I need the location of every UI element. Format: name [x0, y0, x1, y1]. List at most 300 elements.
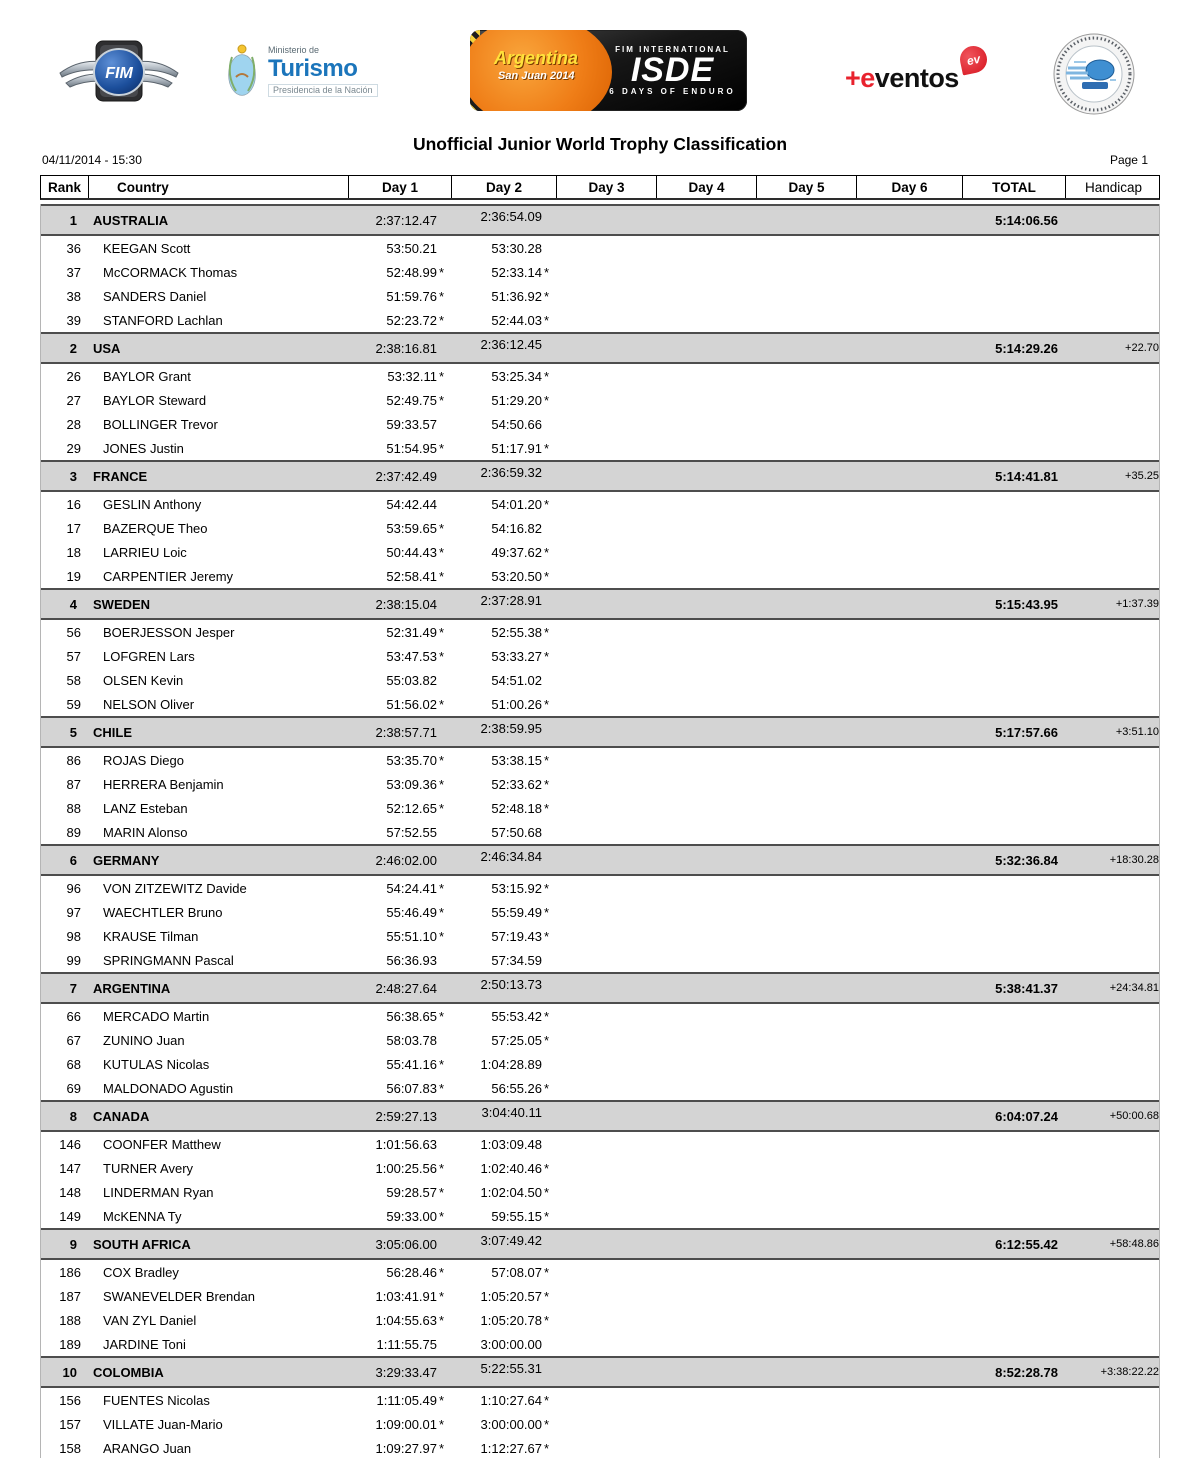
rider-day1-cell: 51:54.95 *: [349, 436, 452, 460]
provisional-asterisk: *: [439, 624, 445, 640]
rider-number-cell: 158: [59, 1440, 81, 1456]
team-day2-cell: 2:38:59.95: [480, 720, 542, 736]
rider-handicap-cell: [1066, 900, 1161, 924]
rider-day6-cell: [857, 1028, 963, 1052]
isde-fim-international-label: FIM INTERNATIONAL: [615, 45, 730, 55]
team-country-cell: USA: [93, 340, 121, 356]
rider-day3-cell: [557, 876, 657, 900]
provisional-asterisk: *: [439, 312, 445, 328]
provisional-asterisk: *: [544, 1264, 550, 1280]
rider-day5-cell: [757, 1004, 857, 1028]
rider-row: [41, 748, 1159, 772]
rider-number-cell: 26: [66, 368, 81, 384]
team-rank-cell: 5: [69, 724, 77, 740]
rider-day5-cell: [757, 1284, 857, 1308]
rider-day3-cell: [557, 1308, 657, 1332]
team-rank-cell: 10: [62, 1364, 77, 1380]
rider-handicap-cell: [1066, 364, 1161, 388]
rider-day4-cell: [657, 620, 757, 644]
team-country-cell: CANADA: [93, 1108, 150, 1124]
provisional-asterisk: *: [544, 1032, 550, 1048]
rider-total-cell: [963, 748, 1066, 772]
team-row: [41, 204, 1159, 236]
rider-handicap-cell: [1066, 1052, 1161, 1076]
rider-day5-cell: [757, 564, 857, 588]
rider-day5-cell: [757, 1204, 857, 1228]
rider-day1-cell: 52:48.99 *: [349, 260, 452, 284]
rider-number-cell: 89: [66, 824, 81, 840]
team-day4-cell: [657, 846, 757, 874]
provisional-asterisk: *: [544, 1312, 550, 1328]
rider-total-cell: [963, 564, 1066, 588]
provisional-asterisk: *: [544, 1208, 550, 1224]
team-rank-cell: 1: [69, 212, 77, 228]
rider-total-cell: [963, 620, 1066, 644]
rider-handicap-cell: [1066, 540, 1161, 564]
rider-day4-cell: [657, 900, 757, 924]
provisional-asterisk: *: [439, 520, 445, 536]
provisional-asterisk: *: [439, 1440, 445, 1456]
rider-day3-cell: [557, 1388, 657, 1412]
provisional-asterisk: *: [544, 1288, 550, 1304]
rider-day1-cell: 53:32.11 *: [349, 364, 452, 388]
isde-argentina-script: Argentina: [494, 48, 579, 68]
team-total-cell: 5:14:41.81: [995, 468, 1058, 484]
rider-row: [41, 1004, 1159, 1028]
rider-row: [41, 1204, 1159, 1228]
rider-day3-cell: [557, 1260, 657, 1284]
rider-name-cell: KUTULAS Nicolas: [103, 1056, 210, 1072]
rider-number-cell: 189: [59, 1336, 81, 1352]
team-day3-cell: [557, 846, 657, 874]
team-day2-cell: 3:07:49.42: [480, 1232, 542, 1248]
provisional-asterisk: *: [544, 880, 550, 896]
rider-day6-cell: [857, 284, 963, 308]
rider-row: [41, 692, 1159, 716]
federation-seal-logo: [1052, 32, 1136, 116]
rider-number-cell: 86: [66, 752, 81, 768]
rider-day2-cell: 53:30.28: [491, 240, 542, 256]
isde-sanjuan-label: San Juan 2014: [498, 70, 575, 82]
rider-name-cell: HERRERA Benjamin: [103, 776, 224, 792]
rider-day5-cell: [757, 796, 857, 820]
rider-day6-cell: [857, 260, 963, 284]
provisional-asterisk: *: [439, 776, 445, 792]
rider-number-cell: 98: [66, 928, 81, 944]
rider-total-cell: [963, 1284, 1066, 1308]
team-rank-cell: 7: [69, 980, 77, 996]
team-day5-cell: [757, 462, 857, 490]
rider-name-cell: BAYLOR Grant: [103, 368, 191, 384]
team-day4-cell: [657, 718, 757, 746]
team-day5-cell: [757, 846, 857, 874]
rider-day4-cell: [657, 564, 757, 588]
rider-number-cell: 38: [66, 288, 81, 304]
rider-handicap-cell: [1066, 924, 1161, 948]
rider-day6-cell: [857, 1332, 963, 1356]
provisional-asterisk: *: [544, 752, 550, 768]
provisional-asterisk: *: [439, 1184, 445, 1200]
rider-name-cell: LOFGREN Lars: [103, 648, 195, 664]
rider-day2-cell: 53:15.92 *: [452, 876, 557, 900]
rider-name-cell: WAECHTLER Bruno: [103, 904, 223, 920]
team-day1-cell: 2:37:12.47: [375, 212, 437, 228]
provisional-asterisk: *: [439, 568, 445, 584]
rider-row: [41, 412, 1159, 436]
rider-day4-cell: [657, 692, 757, 716]
rider-row: [41, 364, 1159, 388]
team-row: [41, 844, 1159, 876]
rider-day2-cell: 54:01.20 *: [452, 492, 557, 516]
rider-day6-cell: [857, 644, 963, 668]
rider-total-cell: [963, 900, 1066, 924]
rider-handicap-cell: [1066, 308, 1161, 332]
rider-day4-cell: [657, 1284, 757, 1308]
rider-name-cell: SWANEVELDER Brendan: [103, 1288, 255, 1304]
rider-number-cell: 67: [66, 1032, 81, 1048]
col-header-day4: Day 4: [657, 176, 757, 198]
rider-total-cell: [963, 1332, 1066, 1356]
rider-name-cell: ARANGO Juan: [103, 1440, 192, 1456]
rider-day4-cell: [657, 1436, 757, 1458]
provisional-asterisk: *: [544, 648, 550, 664]
team-day6-cell: [857, 206, 963, 234]
rider-day4-cell: [657, 1412, 757, 1436]
rider-name-cell: MERCADO Martin: [103, 1008, 210, 1024]
rider-number-cell: 37: [66, 264, 81, 280]
team-rank-cell: 4: [69, 596, 77, 612]
rider-day1-cell: 53:35.70 *: [349, 748, 452, 772]
team-day1-cell: 2:48:27.64: [375, 980, 437, 996]
provisional-asterisk: *: [544, 440, 550, 456]
rider-day2-cell: 1:12:27.67 *: [452, 1436, 557, 1458]
team-handicap-cell: +18:30.28: [1109, 854, 1159, 866]
rider-number-cell: 16: [66, 496, 81, 512]
rider-day2-cell: 51:17.91 *: [452, 436, 557, 460]
provisional-asterisk: *: [439, 752, 445, 768]
rider-day4-cell: [657, 1204, 757, 1228]
provisional-asterisk: *: [439, 264, 445, 280]
team-day5-cell: [757, 1102, 857, 1130]
rider-day3-cell: [557, 308, 657, 332]
rider-handicap-cell: [1066, 1412, 1161, 1436]
rider-row: [41, 540, 1159, 564]
rider-day2-cell: 52:33.14 *: [452, 260, 557, 284]
rider-day3-cell: [557, 388, 657, 412]
rider-day3-cell: [557, 436, 657, 460]
rider-day3-cell: [557, 284, 657, 308]
rider-name-cell: KRAUSE Tilman: [103, 928, 199, 944]
rider-day5-cell: [757, 1132, 857, 1156]
rider-total-cell: [963, 772, 1066, 796]
team-day3-cell: [557, 718, 657, 746]
rider-number-cell: 99: [66, 952, 81, 968]
rider-day3-cell: [557, 1004, 657, 1028]
rider-number-cell: 187: [59, 1288, 81, 1304]
isde-six-days-label: 6 DAYS OF ENDURO: [609, 86, 736, 96]
rider-row: [41, 668, 1159, 692]
rider-handicap-cell: [1066, 516, 1161, 540]
rider-day1-cell: 56:36.93: [386, 952, 437, 968]
rider-number-cell: 96: [66, 880, 81, 896]
rider-row: [41, 644, 1159, 668]
rider-row: [41, 1180, 1159, 1204]
rider-day1-cell: 1:04:55.63 *: [349, 1308, 452, 1332]
rider-day4-cell: [657, 540, 757, 564]
team-day4-cell: [657, 334, 757, 362]
rider-name-cell: ROJAS Diego: [103, 752, 184, 768]
provisional-asterisk: *: [439, 1312, 445, 1328]
rider-day5-cell: [757, 620, 857, 644]
rider-total-cell: [963, 1308, 1066, 1332]
rider-day6-cell: [857, 1076, 963, 1100]
rider-day3-cell: [557, 692, 657, 716]
eventos-badge-icon: ev: [957, 43, 989, 75]
rider-day6-cell: [857, 748, 963, 772]
team-total-cell: 8:52:28.78: [995, 1364, 1058, 1380]
rider-day4-cell: [657, 284, 757, 308]
rider-day4-cell: [657, 516, 757, 540]
rider-name-cell: FUENTES Nicolas: [103, 1392, 210, 1408]
rider-day3-cell: [557, 1132, 657, 1156]
rider-row: [41, 1284, 1159, 1308]
rider-day3-cell: [557, 364, 657, 388]
rider-day5-cell: [757, 364, 857, 388]
provisional-asterisk: *: [544, 904, 550, 920]
team-day1-cell: 3:29:33.47: [375, 1364, 437, 1380]
rider-number-cell: 28: [66, 416, 81, 432]
rider-number-cell: 88: [66, 800, 81, 816]
isde-wordmark: ISDE: [630, 51, 715, 90]
rider-day5-cell: [757, 900, 857, 924]
rider-handicap-cell: [1066, 1284, 1161, 1308]
rider-day2-cell: 55:59.49 *: [452, 900, 557, 924]
rider-day2-cell: 57:19.43 *: [452, 924, 557, 948]
provisional-asterisk: *: [544, 392, 550, 408]
team-row: [41, 1228, 1159, 1260]
team-day2-cell: 5:22:55.31: [480, 1360, 542, 1376]
provisional-asterisk: *: [544, 1416, 550, 1432]
rider-row: [41, 1436, 1159, 1458]
rider-day6-cell: [857, 924, 963, 948]
rider-row: [41, 284, 1159, 308]
rider-row: [41, 900, 1159, 924]
rider-row: [41, 564, 1159, 588]
rider-row: [41, 436, 1159, 460]
rider-handicap-cell: [1066, 1388, 1161, 1412]
rider-day3-cell: [557, 620, 657, 644]
team-day4-cell: [657, 1358, 757, 1386]
rider-day1-cell: 52:23.72 *: [349, 308, 452, 332]
rider-day3-cell: [557, 668, 657, 692]
rider-number-cell: 18: [66, 544, 81, 560]
rider-day6-cell: [857, 1436, 963, 1458]
rider-number-cell: 29: [66, 440, 81, 456]
provisional-asterisk: *: [544, 368, 550, 384]
rider-day6-cell: [857, 1180, 963, 1204]
table-header-row: [40, 175, 1160, 200]
rider-handicap-cell: [1066, 820, 1161, 844]
provisional-asterisk: *: [544, 312, 550, 328]
rider-total-cell: [963, 388, 1066, 412]
provisional-asterisk: *: [544, 568, 550, 584]
page-title: Unofficial Junior World Trophy Classification: [412, 134, 788, 154]
team-row: [41, 1100, 1159, 1132]
rider-total-cell: [963, 1204, 1066, 1228]
team-day1-cell: 2:38:15.04: [375, 596, 437, 612]
team-country-cell: GERMANY: [93, 852, 160, 868]
rider-name-cell: LARRIEU Loic: [103, 544, 187, 560]
provisional-asterisk: *: [439, 1288, 445, 1304]
provisional-asterisk: *: [439, 1208, 445, 1224]
rider-day2-cell: 52:44.03 *: [452, 308, 557, 332]
rider-name-cell: CARPENTIER Jeremy: [103, 568, 234, 584]
team-handicap-cell: +1:37.39: [1115, 598, 1159, 610]
team-day6-cell: [857, 1230, 963, 1258]
team-day6-cell: [857, 334, 963, 362]
rider-day1-cell: 1:03:41.91 *: [349, 1284, 452, 1308]
rider-day5-cell: [757, 236, 857, 260]
team-day3-cell: [557, 334, 657, 362]
rider-day4-cell: [657, 820, 757, 844]
rider-day4-cell: [657, 1052, 757, 1076]
rider-day2-cell: 51:36.92 *: [452, 284, 557, 308]
provisional-asterisk: *: [439, 368, 445, 384]
team-day4-cell: [657, 1230, 757, 1258]
provisional-asterisk: *: [544, 696, 550, 712]
team-rank-cell: 2: [69, 340, 77, 356]
rider-day2-cell: 1:04:28.89: [480, 1056, 542, 1072]
team-country-cell: COLOMBIA: [93, 1364, 164, 1380]
rider-row: [41, 820, 1159, 844]
rider-row: [41, 948, 1159, 972]
rider-day4-cell: [657, 796, 757, 820]
team-day2-cell: 2:36:59.32: [480, 464, 542, 480]
provisional-asterisk: *: [439, 880, 445, 896]
rider-total-cell: [963, 492, 1066, 516]
rider-day1-cell: 54:24.41 *: [349, 876, 452, 900]
rider-day3-cell: [557, 924, 657, 948]
rider-day3-cell: [557, 1204, 657, 1228]
rider-day5-cell: [757, 492, 857, 516]
rider-handicap-cell: [1066, 412, 1161, 436]
team-total-cell: 6:04:07.24: [995, 1108, 1058, 1124]
rider-day2-cell: 55:53.42 *: [452, 1004, 557, 1028]
rider-day3-cell: [557, 644, 657, 668]
team-day4-cell: [657, 1102, 757, 1130]
rider-number-cell: 147: [59, 1160, 81, 1176]
team-day2-cell: 2:37:28.91: [480, 592, 542, 608]
rider-name-cell: VILLATE Juan-Mario: [103, 1416, 223, 1432]
rider-name-cell: COONFER Matthew: [103, 1136, 221, 1152]
rider-day3-cell: [557, 1052, 657, 1076]
rider-number-cell: 17: [66, 520, 81, 536]
rider-total-cell: [963, 1412, 1066, 1436]
provisional-asterisk: *: [544, 1184, 550, 1200]
team-handicap-cell: +24:34.81: [1109, 982, 1159, 994]
rider-day2-cell: 56:55.26 *: [452, 1076, 557, 1100]
rider-name-cell: NELSON Oliver: [103, 696, 195, 712]
rider-day2-cell: 52:55.38 *: [452, 620, 557, 644]
rider-day6-cell: [857, 900, 963, 924]
rider-day1-cell: 56:28.46 *: [349, 1260, 452, 1284]
team-day6-cell: [857, 718, 963, 746]
rider-day6-cell: [857, 1412, 963, 1436]
team-row: [41, 972, 1159, 1004]
rider-name-cell: VAN ZYL Daniel: [103, 1312, 197, 1328]
rider-day4-cell: [657, 1332, 757, 1356]
team-country-cell: ARGENTINA: [93, 980, 171, 996]
team-day1-cell: 2:59:27.13: [375, 1108, 437, 1124]
rider-day2-cell: 54:51.02: [491, 672, 542, 688]
rider-day5-cell: [757, 1076, 857, 1100]
rider-handicap-cell: [1066, 1260, 1161, 1284]
rider-day3-cell: [557, 1156, 657, 1180]
provisional-asterisk: *: [439, 800, 445, 816]
rider-day3-cell: [557, 796, 657, 820]
rider-day4-cell: [657, 412, 757, 436]
rider-day1-cell: 52:49.75 *: [349, 388, 452, 412]
rider-day5-cell: [757, 1436, 857, 1458]
rider-day5-cell: [757, 748, 857, 772]
team-country-cell: AUSTRALIA: [93, 212, 169, 228]
rider-day1-cell: 53:47.53 *: [349, 644, 452, 668]
rider-handicap-cell: [1066, 748, 1161, 772]
rider-day3-cell: [557, 412, 657, 436]
rider-total-cell: [963, 692, 1066, 716]
rider-day2-cell: 1:02:40.46 *: [452, 1156, 557, 1180]
rider-row: [41, 1260, 1159, 1284]
team-day1-cell: 2:46:02.00: [375, 852, 437, 868]
rider-day4-cell: [657, 948, 757, 972]
rider-day1-cell: 53:09.36 *: [349, 772, 452, 796]
rider-name-cell: JONES Justin: [103, 440, 184, 456]
rider-day6-cell: [857, 1260, 963, 1284]
team-day4-cell: [657, 974, 757, 1002]
fim-wings-icon: [52, 33, 186, 111]
rider-total-cell: [963, 516, 1066, 540]
rider-day1-cell: 55:41.16 *: [349, 1052, 452, 1076]
rider-day1-cell: 53:50.21: [386, 240, 437, 256]
team-total-cell: 5:14:29.26: [995, 340, 1058, 356]
rider-day6-cell: [857, 692, 963, 716]
rider-day4-cell: [657, 924, 757, 948]
provisional-asterisk: *: [439, 1160, 445, 1176]
rider-number-cell: 57: [66, 648, 81, 664]
rider-number-cell: 19: [66, 568, 81, 584]
rider-handicap-cell: [1066, 388, 1161, 412]
team-rank-cell: 9: [69, 1236, 77, 1252]
team-day5-cell: [757, 974, 857, 1002]
rider-day1-cell: 52:58.41 *: [349, 564, 452, 588]
rider-name-cell: COX Bradley: [103, 1264, 179, 1280]
rider-day4-cell: [657, 1004, 757, 1028]
rider-number-cell: 27: [66, 392, 81, 408]
team-country-cell: FRANCE: [93, 468, 148, 484]
table-body: [40, 204, 1160, 1458]
team-day3-cell: [557, 206, 657, 234]
rider-total-cell: [963, 1388, 1066, 1412]
rider-day2-cell: 1:05:20.78 *: [452, 1308, 557, 1332]
rider-row: [41, 1156, 1159, 1180]
team-day6-cell: [857, 462, 963, 490]
rider-day1-cell: 1:11:55.75: [376, 1336, 437, 1352]
rider-total-cell: [963, 924, 1066, 948]
turismo-ministry-label: Ministerio de: [268, 45, 320, 56]
team-day2-cell: 2:36:12.45: [480, 336, 542, 352]
rider-day3-cell: [557, 492, 657, 516]
fim-logo: [52, 33, 186, 111]
